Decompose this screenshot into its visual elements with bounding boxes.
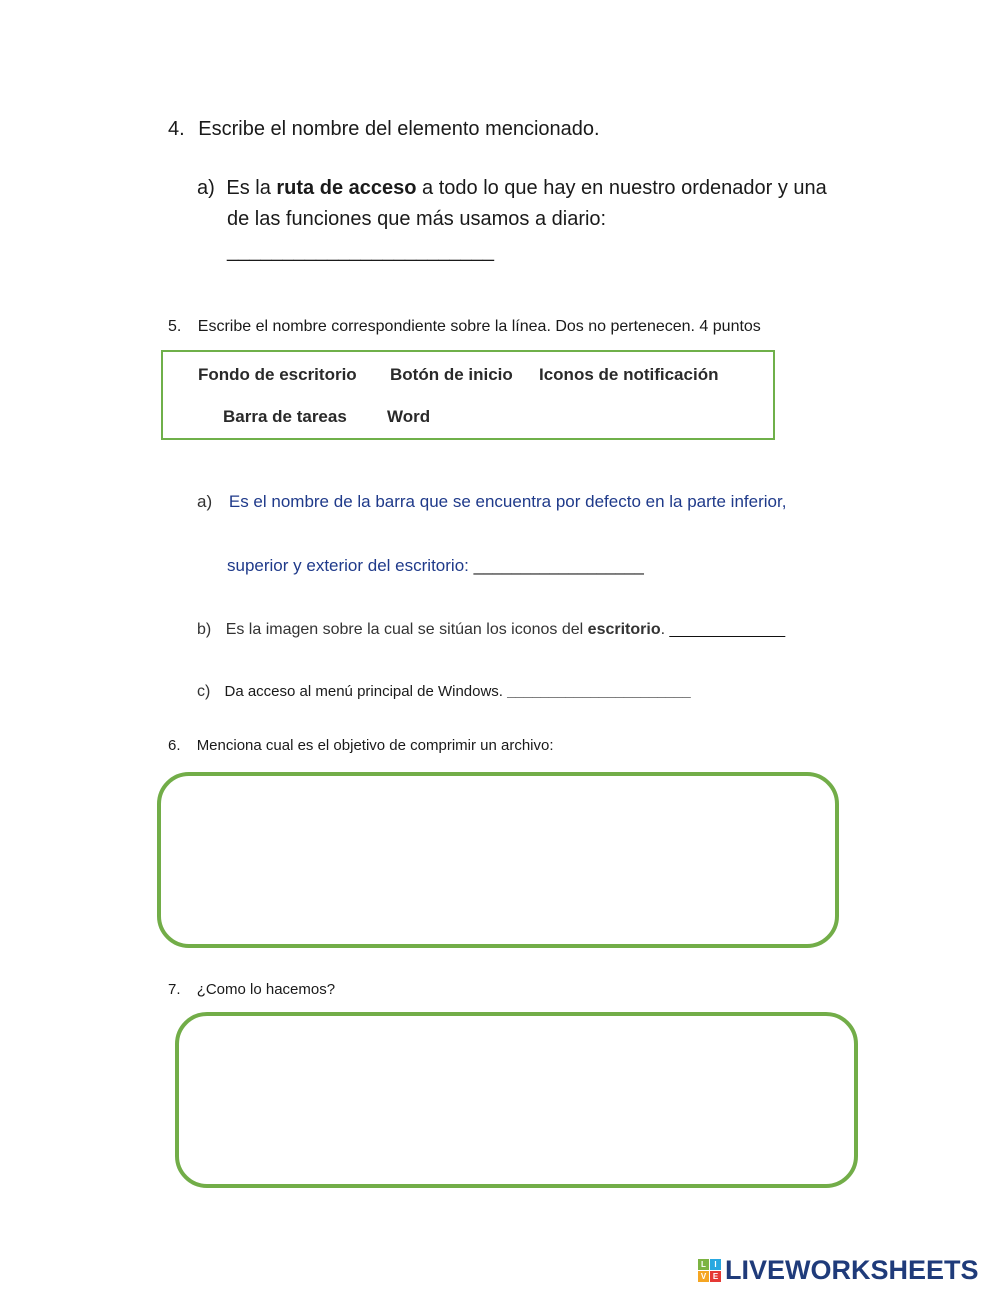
logo-letter: V — [698, 1271, 709, 1282]
word-bank-item: Fondo de escritorio — [198, 365, 357, 384]
q5a-line1 — [197, 492, 786, 512]
q7-number: 7. — [168, 981, 181, 998]
liveworksheets-logo — [698, 1255, 979, 1285]
q4a-line1 — [197, 177, 827, 200]
q5b-answer-line[interactable]: _____________ — [669, 621, 786, 638]
q4a-text-before: Es la — [226, 177, 277, 199]
logo-text: LIVEWORKSHEETS — [725, 1254, 979, 1285]
q7-heading — [168, 981, 335, 998]
q5b-text-before: Es la imagen sobre la cual se sitúan los iconos del — [225, 621, 588, 638]
q4a-bold-term: ruta de acceso — [276, 177, 417, 199]
q7-answer-box[interactable] — [175, 1012, 858, 1188]
q5-heading — [168, 318, 761, 336]
q5a-line2 — [227, 556, 644, 576]
q4-prompt: Escribe el nombre del elemento mencionado. — [198, 118, 600, 140]
q5a-letter: a) — [197, 492, 213, 511]
logo-letter: E — [710, 1271, 721, 1282]
q5b-line — [197, 621, 785, 639]
word-bank-box — [161, 350, 775, 440]
word-bank-item: Barra de tareas — [223, 407, 347, 426]
q6-prompt: Menciona cual es el objetivo de comprimir un archivo: — [196, 737, 554, 754]
q5b-letter: b) — [197, 621, 212, 638]
q4-number: 4. — [168, 118, 185, 140]
word-bank-item: Iconos de notificación — [539, 365, 719, 384]
q5c-line — [197, 683, 691, 701]
q5c-answer-line[interactable]: ______________________ — [507, 683, 691, 700]
q4a-line2: de las funciones que más usamos a diario: — [227, 208, 607, 230]
q5-number: 5. — [168, 318, 182, 335]
logo-letter: I — [710, 1259, 721, 1270]
q4-heading — [168, 118, 600, 141]
q6-heading — [168, 737, 554, 754]
q4a-text-after: a todo lo que hay en nuestro ordenador y una — [416, 177, 827, 199]
q5a-text1: Es el nombre de la barra que se encuentra por defecto en la parte inferior, — [228, 492, 787, 511]
q4a-letter: a) — [197, 177, 215, 199]
q6-answer-box[interactable] — [157, 772, 839, 948]
q5a-text2: superior y exterior del escritorio: — [227, 556, 469, 575]
q5a-answer-line[interactable]: __________________ — [473, 556, 644, 575]
logo-letter: L — [698, 1259, 709, 1270]
q6-number: 6. — [168, 737, 181, 754]
q5c-letter: c) — [197, 683, 211, 700]
word-bank-item: Botón de inicio — [390, 365, 513, 384]
logo-mark-icon — [698, 1259, 721, 1282]
q5b-bold-term: escritorio — [587, 621, 661, 638]
q5-prompt: Escribe el nombre correspondiente sobre la línea. Dos no pertenecen. 4 puntos — [197, 318, 761, 335]
q5b-text-after: . — [660, 621, 666, 638]
word-bank-item: Word — [387, 407, 431, 426]
q5c-text: Da acceso al menú principal de Windows. — [224, 683, 503, 700]
q7-prompt: ¿Como lo hacemos? — [196, 981, 336, 998]
q4a-answer-line[interactable]: ________________________ — [227, 240, 494, 262]
